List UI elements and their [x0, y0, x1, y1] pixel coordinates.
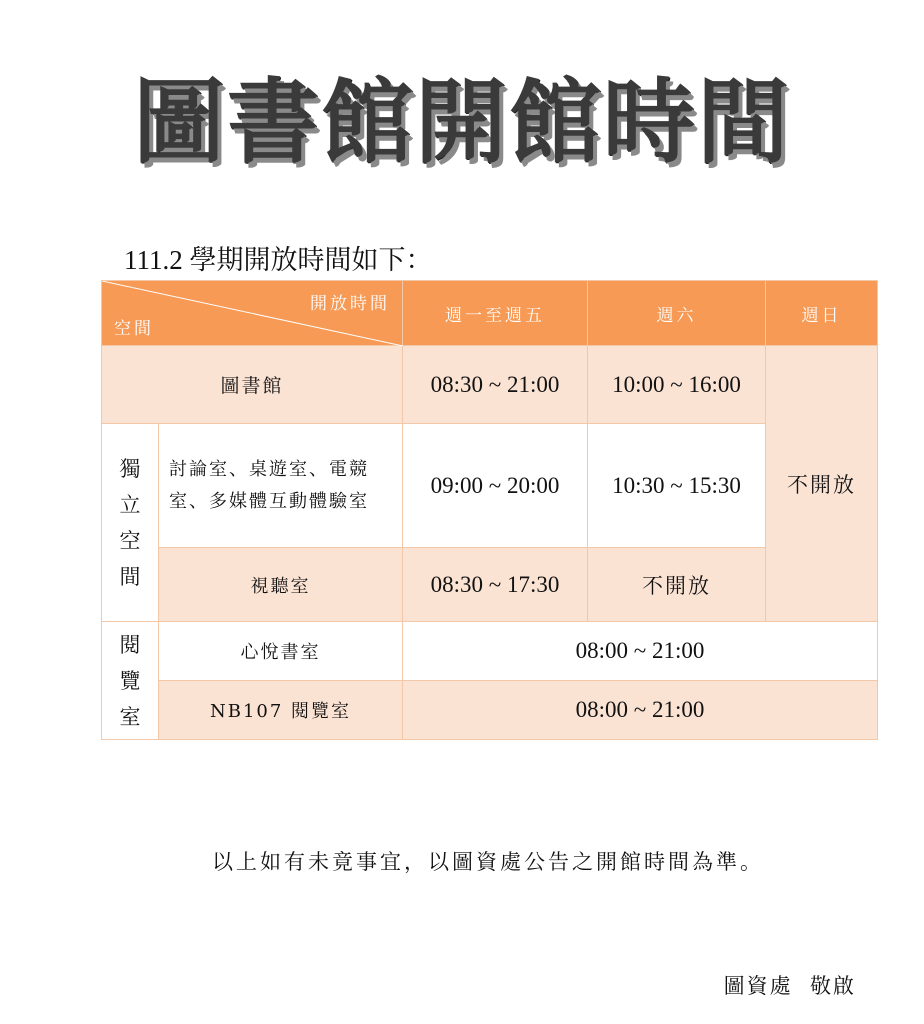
page-title: 圖書館開館時間	[132, 69, 791, 176]
hours-library-saturday: 10:00 ~ 16:00	[588, 346, 766, 424]
opening-hours-table	[101, 280, 878, 740]
table-row-av-room	[102, 548, 878, 622]
footnote: 以上如有未竟事宜，以圖資處公告之開館時間為準。	[212, 850, 764, 874]
space-name-nb107: NB107 閱覽室	[159, 681, 403, 740]
header-weekday: 週一至週五	[403, 281, 588, 346]
hours-xinyue: 08:00 ~ 21:00	[403, 622, 878, 681]
group-label-independent-text: 獨立空間	[119, 456, 141, 589]
space-name-discussion: 討論室、桌遊室、電競室、多媒體互動體驗室	[159, 424, 403, 548]
space-name-xinyue: 心悅書室	[159, 622, 403, 681]
corner-label-hours: 開放時間	[310, 294, 390, 314]
space-name-library: 圖書館	[102, 346, 403, 424]
hours-nb107: 08:00 ~ 21:00	[403, 681, 878, 740]
semester-subtitle: 111.2 學期開放時間如下：	[124, 245, 433, 275]
table-row-xinyue	[102, 622, 878, 681]
group-label-independent	[102, 424, 159, 622]
corner-header-cell	[102, 281, 403, 346]
space-name-av-room: 視聽室	[159, 548, 403, 622]
hours-av-room-saturday: 不開放	[588, 548, 766, 622]
sunday-closed-cell: 不開放	[766, 346, 878, 622]
header-row	[102, 281, 878, 346]
table-row-discussion	[102, 424, 878, 548]
signature: 圖資處 敬啟	[723, 974, 856, 998]
corner-label-space: 空間	[114, 319, 154, 339]
hours-library-weekday: 08:30 ~ 21:00	[403, 346, 588, 424]
group-label-reading-text: 閱覽室	[119, 632, 141, 729]
hours-av-room-weekday: 08:30 ~ 17:30	[403, 548, 588, 622]
table-row-library	[102, 346, 878, 424]
group-label-reading	[102, 622, 159, 740]
header-sunday: 週日	[766, 281, 878, 346]
hours-discussion-weekday: 09:00 ~ 20:00	[403, 424, 588, 548]
hours-discussion-saturday: 10:30 ~ 15:30	[588, 424, 766, 548]
table-row-nb107	[102, 681, 878, 740]
header-saturday: 週六	[588, 281, 766, 346]
